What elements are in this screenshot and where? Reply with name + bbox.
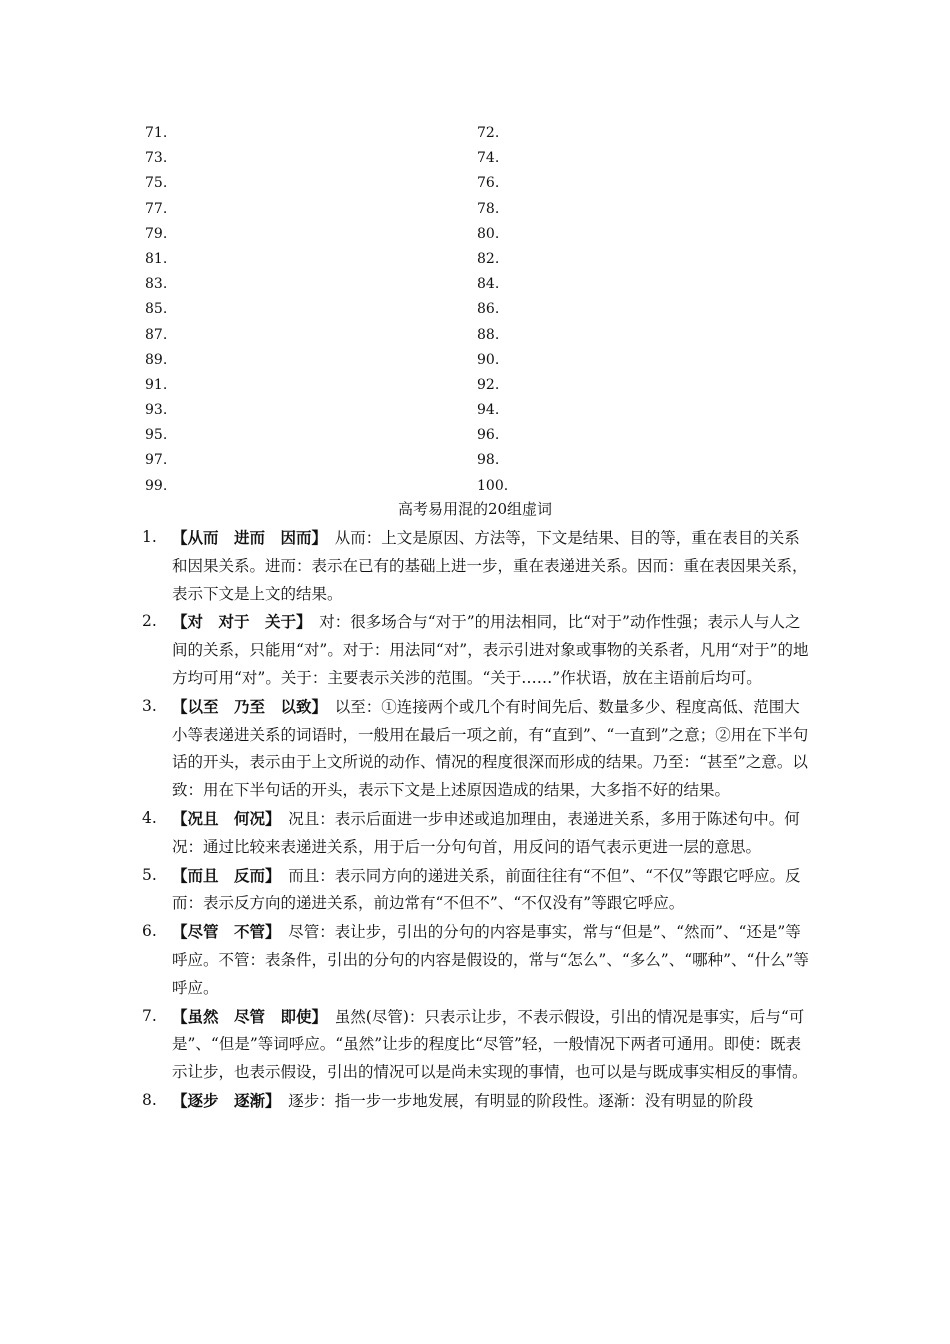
answer-number: 73. xyxy=(145,150,168,167)
answer-number: 77. xyxy=(145,200,168,217)
item-explanation: 虽然(尽管)：只表示让步，不表示假设，引出的情况是事实，后与“可是”、“但是”等词呼应。“虽然”让步的程度比“尽管”轻，一般情况下两者可通用。即使：既表示让步，也表示假设，引出的情况可以是尚未实现的事情，也可以是与既成事实相反的事情。 xyxy=(172,1007,808,1082)
item-terms: 【虽然 尽管 即使】 xyxy=(172,1006,328,1026)
answer-number: 88. xyxy=(477,326,500,343)
answer-number: 71. xyxy=(145,125,168,141)
item-number: 8. xyxy=(142,1090,157,1109)
section-title: 高考易用混的20组虚词 xyxy=(397,500,553,518)
answer-number: 82. xyxy=(477,250,500,267)
answer-number: 74. xyxy=(477,150,500,167)
answer-number: 100. xyxy=(477,477,509,494)
item-explanation: 况且：表示后面进一步申述或追加理由，表递进关系，多用于陈述句中。何况：通过比较来表递进关系，用于后一分句句首，用反问的语气表示更进一层的意思。 xyxy=(172,809,800,856)
answer-number: 93. xyxy=(145,402,168,419)
answer-number: 95. xyxy=(145,427,168,444)
answer-number: 94. xyxy=(477,402,500,419)
item-explanation: 而且：表示同方向的递进关系，前面往往有“不但”、“不仅”等跟它呼应。反而：表示反方向的递进关系，前边常有“不但不”、“不仅没有”等跟它呼应。 xyxy=(172,866,801,913)
item-number: 2. xyxy=(142,612,157,631)
item-terms: 【以至 乃至 以致】 xyxy=(172,696,328,716)
item-explanation: 逐步：指一步一步地发展，有明显的阶段性。逐渐：没有明显的阶段 xyxy=(288,1091,754,1110)
answer-number: 98. xyxy=(477,452,500,469)
item-explanation: 尽管：表让步，引出的分句的内容是事实，常与“但是”、“然而”、“还是”等呼应。不管：表条件，引出的分句的内容是假设的，常与“怎么”、“多么”、“哪种”、“什么”等呼应。 xyxy=(172,923,809,997)
answer-number-grid xyxy=(145,121,677,499)
answer-number: 90. xyxy=(477,351,500,368)
word-group-item xyxy=(142,608,810,692)
item-terms: 【尽管 不管】 xyxy=(172,922,281,942)
item-terms: 【况且 何况】 xyxy=(172,808,281,828)
answer-number: 81. xyxy=(145,250,168,267)
answer-number: 96. xyxy=(477,427,500,444)
answer-number: 87. xyxy=(145,326,168,343)
answer-number: 86. xyxy=(477,301,500,318)
item-number: 5. xyxy=(142,865,157,884)
answer-number: 76. xyxy=(477,175,500,192)
item-number: 4. xyxy=(142,808,157,827)
answer-number: 91. xyxy=(145,376,168,393)
answer-number: 83. xyxy=(145,276,168,293)
item-number: 6. xyxy=(142,922,157,941)
word-group-item xyxy=(142,862,810,919)
answer-number: 89. xyxy=(145,351,168,368)
item-terms: 【而且 反而】 xyxy=(172,865,281,885)
word-group-item xyxy=(142,1087,810,1116)
item-terms: 【从而 进而 因而】 xyxy=(172,528,328,547)
answer-number: 75. xyxy=(145,175,168,192)
answer-number: 78. xyxy=(477,200,500,217)
answer-number: 80. xyxy=(477,225,500,242)
item-terms: 【对 对于 关于】 xyxy=(172,612,312,632)
answer-number: 92. xyxy=(477,376,500,393)
item-explanation: 从而：上文是原因、方法等，下文是结果、目的等，重在表目的关系和因果关系。进而：表示在已有的基础上进一步，重在表递进关系。因而：重在表因果关系，表示下文是上文的结果。 xyxy=(172,529,808,603)
item-terms: 【逐步 逐渐】 xyxy=(172,1090,281,1110)
answer-number: 84. xyxy=(477,276,500,293)
word-list xyxy=(142,524,810,1116)
answer-number: 85. xyxy=(145,301,168,318)
item-number: 7. xyxy=(142,1006,157,1025)
item-number: 3. xyxy=(142,696,157,715)
word-group-item xyxy=(142,524,810,608)
item-number: 1. xyxy=(142,528,157,546)
item-explanation: 对：很多场合与“对于”的用法相同，比“对于”动作性强；表示人与人之间的关系，只能用“对”。对于：用法同“对”，表示引进对象或事物的关系者，凡用“对于”的地方均可用“对”。关于：主要表示关涉的范围。“关于……”作状语，放在主语前后均可。 xyxy=(172,613,809,687)
answer-number: 99. xyxy=(145,477,168,494)
answer-number: 79. xyxy=(145,225,168,242)
word-group-item xyxy=(142,1003,810,1087)
word-group-item xyxy=(142,805,810,862)
answer-number: 97. xyxy=(145,452,168,469)
word-group-item xyxy=(142,693,810,805)
word-group-item xyxy=(142,918,810,1002)
answer-number: 72. xyxy=(477,125,500,141)
item-explanation: 以至：①连接两个或几个有时间先后、数量多少、程度高低、范围大小等表递进关系的词语时，一般用在最后一项之前，有“直到”、“一直到”之意；②用在下半句话的开头，表示由于上文所说的动作、情况的程度很深而形成的结果。乃至：“甚至”之意。以致：用在下半句话的开头，表示下文是上述原因造成的结果，大多指不好的结果。 xyxy=(172,697,809,800)
